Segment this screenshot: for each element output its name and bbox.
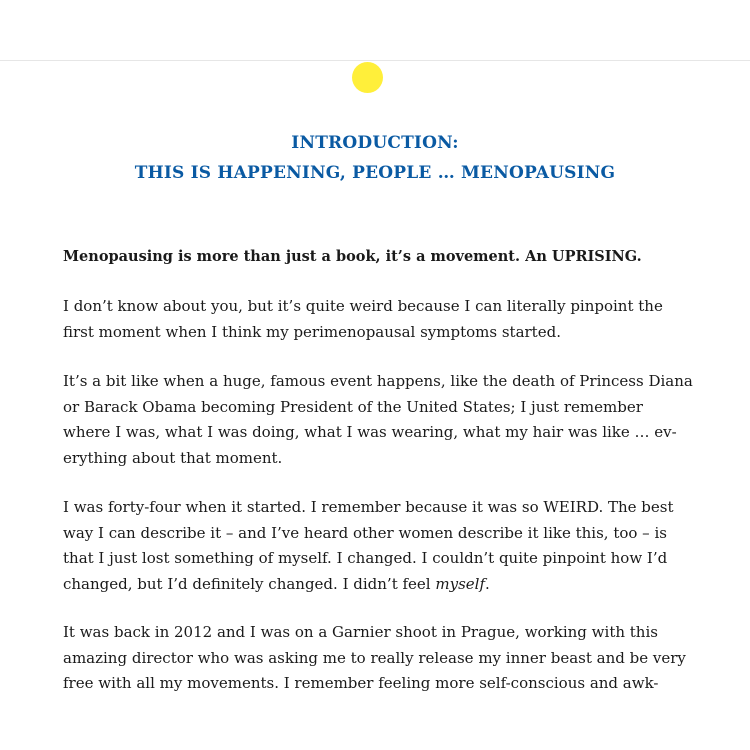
paragraph-line: It’s a bit like when a huge, famous event happens, like the death of Princess Diana xyxy=(63,372,693,390)
emphasis-text: myself xyxy=(435,574,485,593)
paragraph-line: where I was, what I was doing, what I was wearing, what my hair was like … ev- xyxy=(63,423,677,441)
line-text: changed, but I’d definitely changed. I didn’t feel xyxy=(63,574,436,593)
paragraph-line: or Barack Obama becoming President of the United States; I just remember xyxy=(63,397,643,416)
paragraph-line: way I can describe it – and I’ve heard other women describe it like this, too – is xyxy=(63,523,667,542)
paragraph-line: amazing director who was asking me to really release my inner beast and be very xyxy=(63,648,686,667)
paragraph-line: I was forty-four when it started. I remember because it was so WEIRD. The best xyxy=(63,498,674,516)
paragraph-5 xyxy=(63,620,686,697)
top-divider xyxy=(0,60,750,61)
paragraph-line xyxy=(63,572,683,598)
paragraph-line: erything about that moment. xyxy=(63,448,283,467)
paragraph-line: first moment when I think my perimenopausal symptoms started. xyxy=(63,322,561,341)
paragraph-line: I don’t know about you, but it’s quite weird because I can literally pinpoint the xyxy=(63,297,663,315)
paragraph-line: It was back in 2012 and I was on a Garnier shoot in Prague, working with this xyxy=(63,623,658,641)
paragraph-3 xyxy=(63,369,693,471)
paragraph-2 xyxy=(63,294,683,345)
chapter-heading-line-1: INTRODUCTION: xyxy=(291,133,459,153)
paragraph-line: free with all my movements. I remember feeling more self-conscious and awk- xyxy=(63,674,659,692)
lead-paragraph xyxy=(63,244,683,270)
paragraph-line: Menopausing is more than just a book, it’s a movement. An UPRISING. xyxy=(63,248,642,265)
yellow-dot-icon xyxy=(352,62,383,93)
chapter-heading-line-2: THIS IS HAPPENING, PEOPLE … MENOPAUSING xyxy=(134,163,616,183)
paragraph-line: that I just lost something of myself. I changed. I couldn’t quite pinpoint how I’d xyxy=(63,549,668,567)
line-end: . xyxy=(485,574,490,593)
paragraph-4 xyxy=(63,495,683,597)
